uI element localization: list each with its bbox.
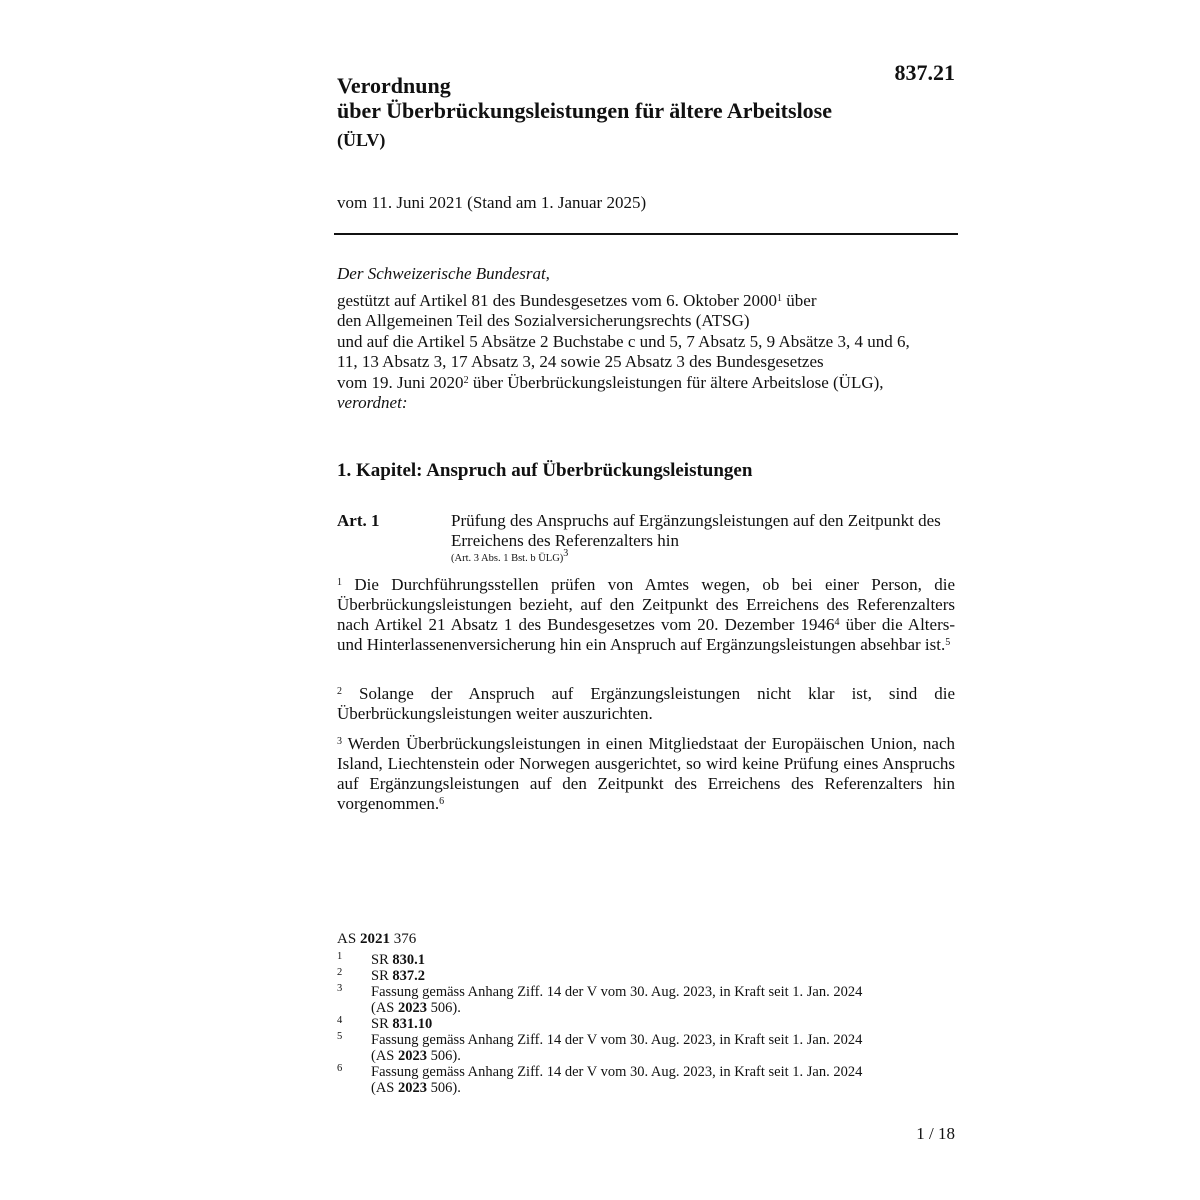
document-page: 837.21 Verordnung über Überbrückungsleistungen für ältere Arbeitslose (ÜLV) vom 11. Juni 2021 (Stand am 1. Januar 2025) Der Schweizerische Bundesrat, gestützt auf Artikel 81 des Bundesgesetzes vom 6. Oktober 2000$^1$ über den Allgemeinen Teil des Sozialversicherungsrechts (ATSG) und auf die Artikel 5 Absätze 2 Buchstabe c und 5, 7 Absatz 5, 9 Absätze 3, 4 und 6, 11, 13 Absatz 3, 17 Absatz 3, 24 sowie 25 Absatz 3 des Bundesgesetzes vom 19. Juni 2020$^2$ über Überbrückungsleistungen für ältere Arbeitslose (ÜLG), verordnet: 1. Kapitel: Anspruch auf Überbrückungsleistungen Art. 1 Prüfung des Anspruchs auf Ergänzungsleistungen auf den Zeitpunkt des Erreichens des Referenzalters hin (Art. 3 Abs. 1 Bst. b ÜLG)$^3$ $^1$ Die Durchführungsstellen prüfen von Amtes wegen, ob bei einer Person, die Überbrückungsleistungen bezieht, auf den Zeitpunkt des Erreichens des Referenzalters nach Artikel 21 Absatz 1 des Bundesgesetzes vom 20. Dezember 1946$^4$ über die Alters- und Hinterlassenenversicherung hin ein Anspruch auf Ergänzungsleistungen absehbar ist.$^5$ $^2$ Solange der Anspruch auf Ergänzungsleistungen nicht klar ist, sind die Überbrückungsleistungen weiter auszurichten. $^3$ Werden Überbrückungsleistungen in einen Mitgliedstaat der Europäischen Union, nach Island, Liechtenstein oder Norwegen ausgerichtet, so wird keine Prüfung eines Anspruchs auf Ergänzungsleistungen auf den Zeitpunkt des Erreichens des Referenzalters hin vorgenommen.$^6$ AS 2021 376 1 SR 830.1 2 SR 837.2 3 Fassung gemäss Anhang Ziff. 14 der V vom 30. Aug. 2023, in Kraft seit 1. Jan. 2024 (AS 2023 506). 4 SR 831.10 5 Fassung gemäss Anhang Ziff. 14 der V vom 30. Aug. 2023, in Kraft seit 1. Jan. 2024 (AS 2023 506). 6 Fassung gemäss Anhang Ziff. 14 der V vom 30. Aug. 2023, in Kraft seit 1. Jan. 2024 (AS 2023 506). 1 / 18	[0, 0, 1200, 1200]
footnote-ref-5[interactable]: 5	[945, 637, 951, 648]
preamble-line-4: 11, 13 Absatz 3, 17 Absatz 3, 24 sowie 25 Absatz 3 des Bundesgesetzes	[337, 352, 824, 371]
chapter-heading: 1. Kapitel: Anspruch auf Überbrückungsleistungen	[337, 460, 753, 481]
enactment-date: vom 11. Juni 2021 (Stand am 1. Januar 2025)	[337, 193, 647, 212]
footnote-ref-4[interactable]: 4	[834, 617, 840, 628]
article-reference: (Art. 3 Abs. 1 Bst. b ÜLG)$^3$	[451, 548, 569, 564]
paragraph-3: $^3$ Werden Überbrückungsleistungen in einen Mitgliedstaat der Europäischen Union, nach Island, Liechtenstein oder Norwegen ausgerichtet, so wird keine Prüfung eines Anspruchs auf Ergänzungsleistungen auf den Zeitpunkt des Erreichens des Referenzalters hin vorgenommen.$^6$	[337, 734, 955, 813]
footnote-number: 1	[337, 951, 343, 962]
footnote-ref-1[interactable]: 1	[777, 292, 783, 304]
header-divider	[334, 233, 958, 235]
footnote-ref-6[interactable]: 6	[439, 796, 445, 807]
preamble-line-3: und auf die Artikel 5 Absätze 2 Buchstabe c und 5, 7 Absatz 5, 9 Absätze 3, 4 und 6,	[337, 331, 910, 351]
footnote-number: 2	[337, 967, 343, 978]
footnote-ref-2[interactable]: 2	[463, 374, 469, 386]
official-compilation-ref: AS 2021 376	[337, 931, 417, 947]
article-label: Art. 1	[337, 511, 380, 530]
footnote-number: 4	[337, 1015, 343, 1026]
paragraph-1: $^1$ Die Durchführungsstellen prüfen von Amtes wegen, ob bei einer Person, die Überbrückungsleistungen bezieht, auf den Zeitpunkt des Erreichens des Referenzalters nach Artikel 21 Absatz 1 des Bundesgesetzes vom 20. Dezember 1946$^4$ über die Alters- und Hinterlassenenversicherung hin ein Anspruch auf Ergänzungsleistungen absehbar ist.$^5$	[337, 575, 956, 654]
title-abbreviation: (ÜLV)	[337, 130, 386, 150]
preamble-line-2: den Allgemeinen Teil des Sozialversicherungsrechts (ATSG)	[337, 311, 750, 330]
footnote-ref-3[interactable]: 3	[563, 548, 569, 559]
preamble	[337, 264, 957, 414]
title-line-2: über Überbrückungsleistungen für ältere Arbeitslose	[337, 98, 833, 123]
preamble-line-1: gestützt auf Artikel 81 des Bundesgesetzes vom 6. Oktober 2000$^1$ über	[337, 290, 817, 310]
sr-number: 837.21	[894, 60, 955, 85]
footnote-number: 5	[337, 1031, 343, 1042]
preamble-decree: verordnet:	[337, 393, 408, 412]
preamble-line-5: vom 19. Juni 2020$^2$ über Überbrückungsleistungen für ältere Arbeitslose (ÜLG),	[337, 372, 884, 392]
footnote-number: 6	[337, 1063, 343, 1074]
preamble-authority: Der Schweizerische Bundesrat,	[337, 264, 550, 283]
page-number: 1 / 18	[916, 1124, 955, 1143]
article-title: Prüfung des Anspruchs auf Ergänzungsleistungen auf den Zeitpunkt des Erreichens des Referenzalters hin	[451, 511, 941, 550]
paragraph-2: $^2$ Solange der Anspruch auf Ergänzungsleistungen nicht klar ist, sind die Überbrückungsleistungen weiter auszurichten.	[337, 684, 955, 723]
footnote-number: 3	[337, 983, 343, 994]
title-line-1: Verordnung	[337, 73, 451, 98]
